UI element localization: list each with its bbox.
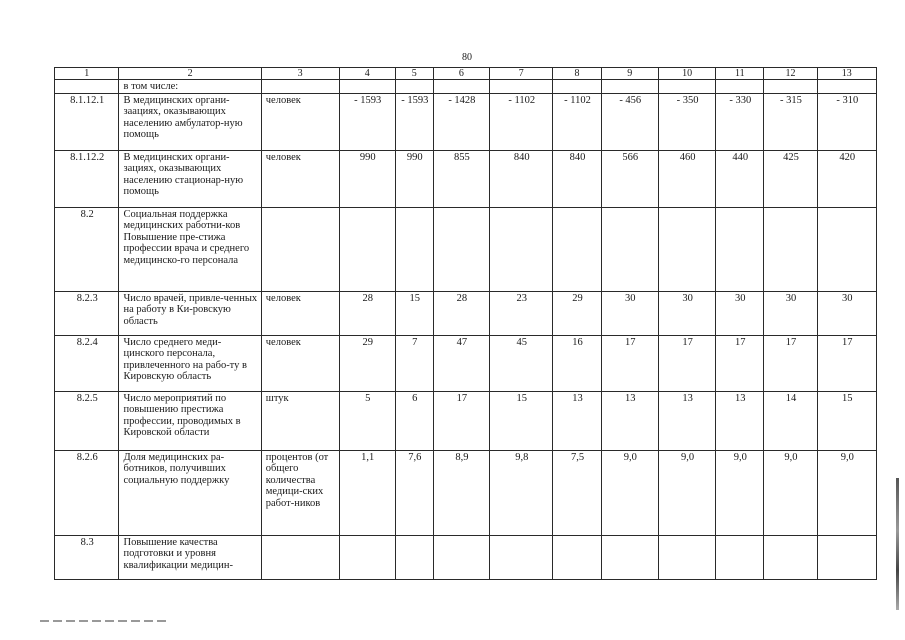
column-number: 13 bbox=[817, 68, 876, 80]
row-code: 8.2.3 bbox=[55, 291, 119, 335]
row-value: 440 bbox=[716, 150, 764, 207]
row-value: 17 bbox=[764, 335, 817, 391]
row-unit: человек bbox=[261, 150, 339, 207]
row-code bbox=[55, 80, 119, 94]
row-name: Число врачей, привле-ченных на работу в Ки-ровскую область bbox=[119, 291, 261, 335]
row-value: 17 bbox=[433, 391, 489, 450]
row-value: 17 bbox=[716, 335, 764, 391]
row-name: В медицинских органи-зациях, оказывающих населению стационар-ную помощь bbox=[119, 150, 261, 207]
column-number: 3 bbox=[261, 68, 339, 80]
column-number: 7 bbox=[490, 68, 553, 80]
row-unit: процентов (от общего количества медици-ских работ-ников bbox=[261, 450, 339, 535]
row-code: 8.2 bbox=[55, 207, 119, 291]
row-value bbox=[395, 80, 433, 94]
column-number: 5 bbox=[395, 68, 433, 80]
row-value: 13 bbox=[716, 391, 764, 450]
scan-edge-mark bbox=[896, 478, 899, 610]
row-name: Число мероприятий по повышению престижа профессии, проводимых в Кировской области bbox=[119, 391, 261, 450]
row-unit bbox=[261, 80, 339, 94]
row-unit bbox=[261, 535, 339, 579]
table-row bbox=[55, 391, 877, 450]
row-name: Доля медицинских ра-ботников, получивших социальную поддержку bbox=[119, 450, 261, 535]
column-number: 10 bbox=[658, 68, 715, 80]
row-code: 8.1.12.2 bbox=[55, 150, 119, 207]
row-value: 16 bbox=[553, 335, 601, 391]
row-value: 30 bbox=[601, 291, 658, 335]
row-value: 29 bbox=[339, 335, 395, 391]
row-value: 45 bbox=[490, 335, 553, 391]
row-value: - 1428 bbox=[433, 93, 489, 150]
row-code: 8.1.12.1 bbox=[55, 93, 119, 150]
row-name: в том числе: bbox=[119, 80, 261, 94]
row-value bbox=[658, 207, 715, 291]
row-value bbox=[553, 80, 601, 94]
page-number: 80 bbox=[462, 52, 472, 63]
row-value: - 1102 bbox=[553, 93, 601, 150]
row-code: 8.2.6 bbox=[55, 450, 119, 535]
row-value: 13 bbox=[601, 391, 658, 450]
row-code: 8.3 bbox=[55, 535, 119, 579]
row-value: 6 bbox=[395, 391, 433, 450]
row-value: 15 bbox=[817, 391, 876, 450]
row-value bbox=[716, 80, 764, 94]
row-code: 8.2.4 bbox=[55, 335, 119, 391]
table-row bbox=[55, 291, 877, 335]
row-value bbox=[395, 207, 433, 291]
row-value: - 1102 bbox=[490, 93, 553, 150]
row-value: 13 bbox=[658, 391, 715, 450]
row-name: Число среднего меди-цинского персонала, привлеченного на рабо-ту в Кировскую область bbox=[119, 335, 261, 391]
row-unit bbox=[261, 207, 339, 291]
row-value: 7,5 bbox=[553, 450, 601, 535]
row-value: 9,0 bbox=[601, 450, 658, 535]
row-value: 1,1 bbox=[339, 450, 395, 535]
row-value: 5 bbox=[339, 391, 395, 450]
row-value bbox=[658, 80, 715, 94]
row-value: 460 bbox=[658, 150, 715, 207]
row-value: 30 bbox=[817, 291, 876, 335]
column-number: 11 bbox=[716, 68, 764, 80]
row-value bbox=[817, 535, 876, 579]
row-name: Социальная поддержка медицинских работни-ков Повышение пре-стижа профессии врача и среднего медицинско-го персонала bbox=[119, 207, 261, 291]
row-value: 840 bbox=[490, 150, 553, 207]
row-value: 17 bbox=[658, 335, 715, 391]
row-value: - 330 bbox=[716, 93, 764, 150]
row-value bbox=[716, 207, 764, 291]
row-value: 420 bbox=[817, 150, 876, 207]
row-value bbox=[339, 207, 395, 291]
table-row bbox=[55, 535, 877, 579]
table-row bbox=[55, 80, 877, 94]
row-value bbox=[764, 535, 817, 579]
row-value: - 315 bbox=[764, 93, 817, 150]
column-number: 4 bbox=[339, 68, 395, 80]
row-value bbox=[553, 535, 601, 579]
row-value: 566 bbox=[601, 150, 658, 207]
row-value: 9,8 bbox=[490, 450, 553, 535]
row-value: 990 bbox=[395, 150, 433, 207]
row-value: 15 bbox=[490, 391, 553, 450]
row-value: 47 bbox=[433, 335, 489, 391]
row-value bbox=[817, 80, 876, 94]
row-unit: человек bbox=[261, 93, 339, 150]
row-value: 29 bbox=[553, 291, 601, 335]
row-value: 7 bbox=[395, 335, 433, 391]
row-value bbox=[764, 80, 817, 94]
row-value: 13 bbox=[553, 391, 601, 450]
row-value bbox=[553, 207, 601, 291]
column-number: 6 bbox=[433, 68, 489, 80]
row-value: 23 bbox=[490, 291, 553, 335]
row-value: - 1593 bbox=[339, 93, 395, 150]
column-number: 2 bbox=[119, 68, 261, 80]
row-value: 14 bbox=[764, 391, 817, 450]
row-value bbox=[716, 535, 764, 579]
row-value: 17 bbox=[601, 335, 658, 391]
row-unit: человек bbox=[261, 335, 339, 391]
row-value: 9,0 bbox=[817, 450, 876, 535]
row-value: 425 bbox=[764, 150, 817, 207]
row-code: 8.2.5 bbox=[55, 391, 119, 450]
row-value: 15 bbox=[395, 291, 433, 335]
row-value bbox=[764, 207, 817, 291]
row-value: 9,0 bbox=[716, 450, 764, 535]
row-value bbox=[433, 535, 489, 579]
row-value: 17 bbox=[817, 335, 876, 391]
row-value: 7,6 bbox=[395, 450, 433, 535]
row-value: - 456 bbox=[601, 93, 658, 150]
indicators-table bbox=[54, 67, 877, 580]
row-value bbox=[601, 80, 658, 94]
column-number: 12 bbox=[764, 68, 817, 80]
row-value bbox=[395, 535, 433, 579]
table-row bbox=[55, 93, 877, 150]
row-value bbox=[817, 207, 876, 291]
row-value bbox=[601, 207, 658, 291]
row-value: 28 bbox=[339, 291, 395, 335]
row-value bbox=[433, 207, 489, 291]
column-number-row bbox=[55, 68, 877, 80]
row-value: 30 bbox=[658, 291, 715, 335]
row-value: 30 bbox=[764, 291, 817, 335]
row-value bbox=[433, 80, 489, 94]
row-value: 28 bbox=[433, 291, 489, 335]
row-value bbox=[339, 80, 395, 94]
row-value: 8,9 bbox=[433, 450, 489, 535]
row-value bbox=[658, 535, 715, 579]
row-value: - 310 bbox=[817, 93, 876, 150]
row-unit: штук bbox=[261, 391, 339, 450]
row-value bbox=[601, 535, 658, 579]
row-value: 990 bbox=[339, 150, 395, 207]
row-value: 855 bbox=[433, 150, 489, 207]
row-value: 30 bbox=[716, 291, 764, 335]
scan-footer-mark bbox=[40, 620, 170, 622]
row-value: 9,0 bbox=[764, 450, 817, 535]
column-number: 8 bbox=[553, 68, 601, 80]
table-row bbox=[55, 150, 877, 207]
row-value bbox=[490, 80, 553, 94]
row-value bbox=[490, 535, 553, 579]
row-name: Повышение качества подготовки и уровня квалификации медицин- bbox=[119, 535, 261, 579]
row-value: 9,0 bbox=[658, 450, 715, 535]
table-row bbox=[55, 450, 877, 535]
row-name: В медицинских органи-заациях, оказывающих населению амбулатор-ную помощь bbox=[119, 93, 261, 150]
row-value: - 1593 bbox=[395, 93, 433, 150]
column-number: 1 bbox=[55, 68, 119, 80]
table-row bbox=[55, 207, 877, 291]
row-value: - 350 bbox=[658, 93, 715, 150]
row-value: 840 bbox=[553, 150, 601, 207]
column-number: 9 bbox=[601, 68, 658, 80]
row-unit: человек bbox=[261, 291, 339, 335]
row-value bbox=[490, 207, 553, 291]
row-value bbox=[339, 535, 395, 579]
table-row bbox=[55, 335, 877, 391]
